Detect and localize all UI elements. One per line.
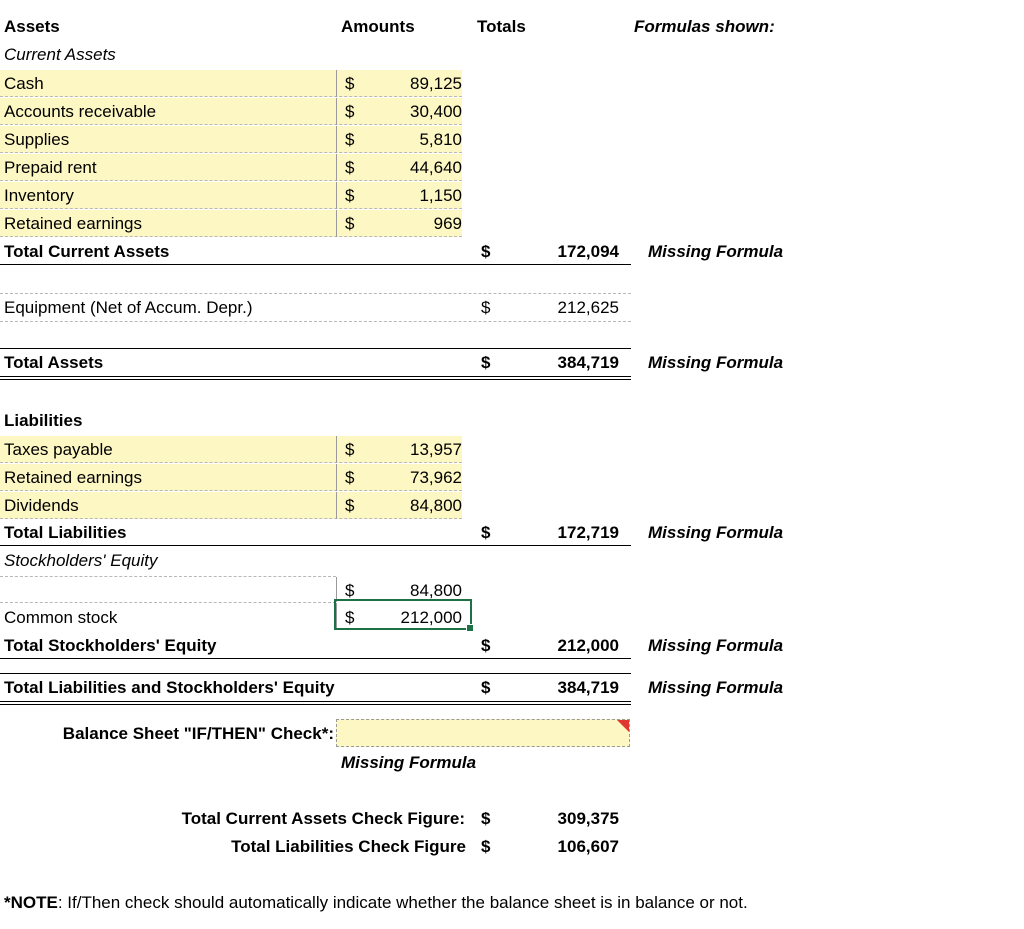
total-liab-equity-formula-note: Missing Formula: [648, 678, 784, 697]
total-equity-formula-note: Missing Formula: [648, 636, 784, 655]
cash-amount[interactable]: 89,125: [410, 74, 462, 93]
liabilities-check-dollar: $: [481, 837, 491, 856]
accounts-receivable-dollar: $: [345, 102, 355, 121]
current-assets-check-label: Total Current Assets Check Figure:: [181, 809, 465, 828]
total-assets-formula-note: Missing Formula: [648, 353, 784, 372]
section-liabilities: Liabilities: [4, 411, 83, 430]
current-assets-check-value[interactable]: 309,375: [557, 809, 619, 828]
total-liab-equity-dollar: $: [481, 678, 491, 697]
common-stock-amount[interactable]: 212,000: [400, 608, 462, 627]
supplies-label: Supplies: [4, 130, 70, 149]
supplies-amount[interactable]: 5,810: [419, 130, 462, 149]
header-assets: Assets: [4, 17, 60, 36]
header-amounts: Amounts: [341, 17, 415, 36]
inventory-amount[interactable]: 1,150: [419, 186, 462, 205]
total-equity-label: Total Stockholders' Equity: [4, 636, 217, 655]
retained-earnings-liab-amount[interactable]: 73,962: [410, 468, 462, 487]
cash-dollar: $: [345, 74, 355, 93]
prepaid-rent-label: Prepaid rent: [4, 158, 97, 177]
total-liab-equity-value[interactable]: 384,719: [557, 678, 619, 697]
total-current-assets-formula-note: Missing Formula: [648, 242, 784, 261]
header-totals: Totals: [477, 17, 526, 36]
total-liabilities-formula-note: Missing Formula: [648, 523, 784, 542]
dividends-label: Dividends: [4, 496, 79, 515]
supplies-dollar: $: [345, 130, 355, 149]
retained-earnings-asset-label: Retained earnings: [4, 214, 142, 233]
equipment-value[interactable]: 212,625: [557, 298, 619, 317]
taxes-payable-label: Taxes payable: [4, 440, 113, 459]
equipment-dollar: $: [481, 298, 491, 317]
total-equity-value[interactable]: 212,000: [557, 636, 619, 655]
section-stockholders-equity: Stockholders' Equity: [4, 551, 158, 570]
total-current-assets-dollar: $: [481, 242, 491, 261]
equity-row1-dollar: $: [345, 581, 355, 600]
prepaid-rent-dollar: $: [345, 158, 355, 177]
liabilities-check-value[interactable]: 106,607: [557, 837, 619, 856]
dividends-dollar: $: [345, 496, 355, 515]
total-liabilities-dollar: $: [481, 523, 491, 542]
common-stock-dollar: $: [345, 608, 355, 627]
footnote: [4, 893, 748, 913]
table-row[interactable]: [0, 70, 462, 97]
current-assets-check-dollar: $: [481, 809, 491, 828]
footnote-text: : If/Then check should automatically indicate whether the balance sheet is in balance or not.: [57, 893, 748, 912]
comment-indicator-icon[interactable]: [617, 720, 629, 732]
common-stock-label: Common stock: [4, 608, 118, 627]
total-equity-dollar: $: [481, 636, 491, 655]
retained-earnings-liab-label: Retained earnings: [4, 468, 142, 487]
dividends-amount[interactable]: 84,800: [410, 496, 462, 515]
balance-check-label: Balance Sheet "IF/THEN" Check*:: [62, 724, 334, 743]
liabilities-check-label: Total Liabilities Check Figure: [231, 837, 466, 856]
fill-handle[interactable]: [466, 624, 474, 632]
cash-label: Cash: [4, 74, 44, 93]
total-current-assets-value[interactable]: 172,094: [557, 242, 619, 261]
inventory-label: Inventory: [4, 186, 74, 205]
total-current-assets-label: Total Current Assets: [4, 242, 170, 261]
retained-earnings-liab-dollar: $: [345, 468, 355, 487]
section-current-assets: Current Assets: [4, 45, 116, 64]
inventory-dollar: $: [345, 186, 355, 205]
total-liab-equity-label: Total Liabilities and Stockholders' Equity: [4, 678, 335, 697]
taxes-payable-dollar: $: [345, 440, 355, 459]
selected-cell[interactable]: [334, 599, 472, 630]
balance-check-formula-note: Missing Formula: [341, 753, 477, 772]
retained-earnings-asset-amount[interactable]: 969: [433, 214, 462, 233]
footnote-prefix: *NOTE: [4, 893, 58, 912]
balance-check-cell[interactable]: [336, 719, 630, 747]
retained-earnings-asset-dollar: $: [345, 214, 355, 233]
table-row[interactable]: [0, 126, 462, 153]
accounts-receivable-amount[interactable]: 30,400: [410, 102, 462, 121]
total-liabilities-value[interactable]: 172,719: [557, 523, 619, 542]
total-liabilities-label: Total Liabilities: [4, 523, 127, 542]
taxes-payable-amount[interactable]: 13,957: [410, 440, 462, 459]
equity-row1-amount[interactable]: 84,800: [410, 581, 462, 600]
total-assets-dollar: $: [481, 353, 491, 372]
total-assets-label: Total Assets: [4, 353, 104, 372]
prepaid-rent-amount[interactable]: 44,640: [410, 158, 462, 177]
header-formulas-shown: Formulas shown:: [634, 17, 775, 36]
total-assets-value[interactable]: 384,719: [557, 353, 619, 372]
equipment-label: Equipment (Net of Accum. Depr.): [4, 298, 253, 317]
accounts-receivable-label: Accounts receivable: [4, 102, 157, 121]
